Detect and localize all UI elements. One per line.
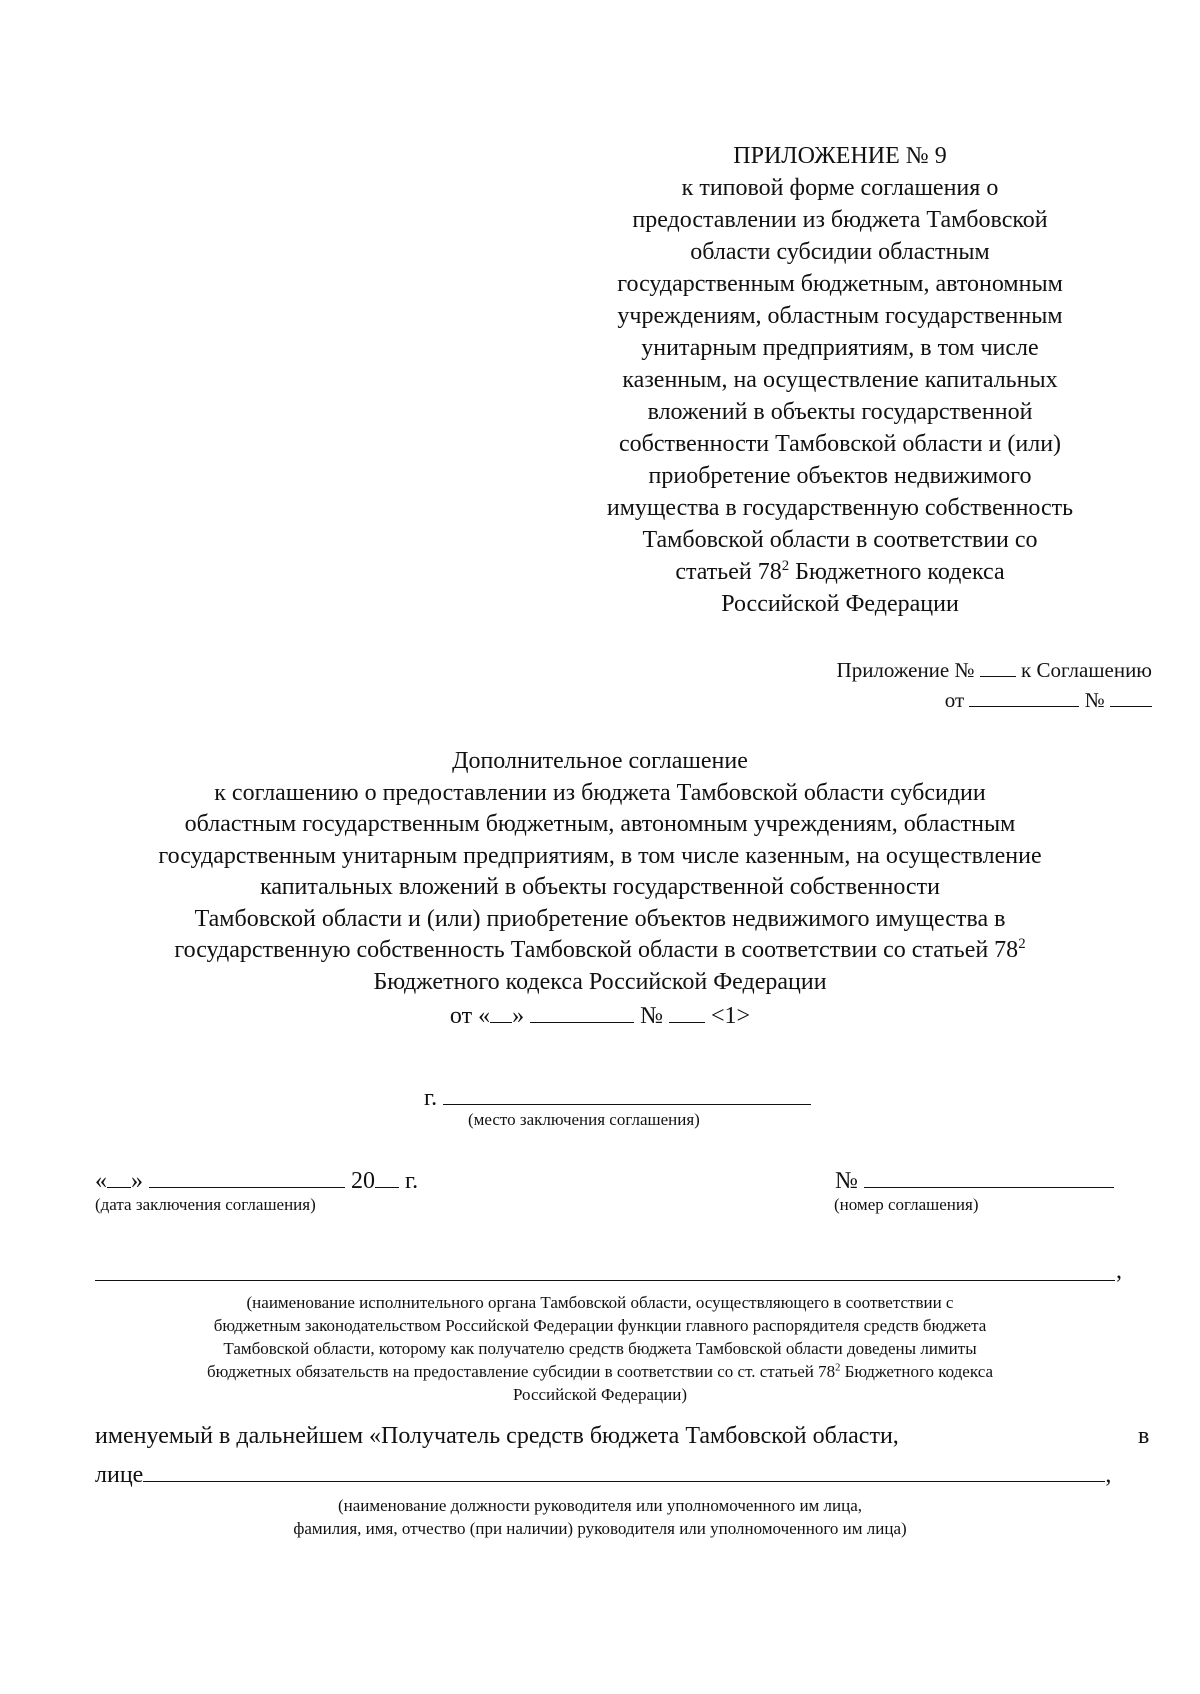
caption-line: (наименование исполнительного органа Тамбовской области, осуществляющего в соответствии с — [246, 1293, 954, 1312]
organization-caption — [60, 1291, 1140, 1406]
article-superscript: 2 — [781, 558, 790, 575]
date-close-quote: » — [131, 1168, 143, 1194]
agreement-number-input-line[interactable] — [864, 1163, 1114, 1188]
title-date-line — [40, 998, 1160, 1033]
article-prefix: статьей 78 — [675, 559, 782, 585]
footnote-marker: <1> — [711, 1003, 751, 1029]
day-input-line[interactable] — [107, 1163, 131, 1188]
appendix-line: Тамбовской области в соответствии со — [642, 527, 1038, 553]
year-input-line[interactable] — [375, 1163, 399, 1188]
appendix-line: государственным бюджетным, автономным — [617, 271, 1063, 297]
title-day-field[interactable] — [490, 998, 512, 1023]
recipient-text-end: в — [1138, 1423, 1150, 1449]
representative-prefix: лице — [95, 1462, 144, 1488]
title-line: государственным унитарным предприятиям, в том числе казенным, на осуществление — [158, 842, 1042, 869]
appendix-line: казенным, на осуществление капитальных — [622, 367, 1058, 393]
conclusion-date-field — [95, 1163, 418, 1195]
agreement-reference — [837, 655, 1152, 715]
title-line: Дополнительное соглашение — [452, 748, 748, 774]
article-suffix: Бюджетного кодекса — [789, 559, 1005, 585]
title-article-line — [40, 935, 1160, 967]
title-article-superscript: 2 — [1018, 936, 1026, 953]
city-prefix: г. — [424, 1085, 438, 1111]
title-number-field[interactable] — [669, 998, 705, 1023]
appendix-article-line — [570, 556, 1110, 588]
appendix-line: имущества в государственную собственность — [606, 495, 1074, 521]
title-month-field[interactable] — [530, 998, 634, 1023]
number-sign: № — [640, 1003, 663, 1029]
appendix-line: Российской Федерации — [721, 591, 959, 617]
representative-line — [95, 1457, 1111, 1489]
month-input-line[interactable] — [149, 1163, 345, 1188]
caption-article-superscript: 2 — [835, 1362, 841, 1374]
agreement-number-field — [835, 1163, 1114, 1195]
reference-label: Приложение № — [836, 658, 975, 682]
comma: , — [1105, 1462, 1112, 1488]
place-input-line[interactable] — [443, 1080, 811, 1105]
place-caption: (место заключения соглашения) — [468, 1110, 700, 1129]
appendix-line: предоставлении из бюджета Тамбовской — [632, 207, 1048, 233]
reference-label: от — [944, 688, 965, 712]
appendix-line: вложений в объекты государственной — [647, 399, 1033, 425]
reference-label: к Соглашению — [1021, 658, 1152, 682]
document-title — [40, 746, 1160, 1033]
caption-article-suffix: Бюджетного кодекса — [840, 1362, 993, 1381]
year-suffix: г. — [405, 1168, 419, 1194]
number-sign: № — [835, 1168, 858, 1194]
caption-line: бюджетным законодательством Российской Федерации функции главного распорядителя средств бюджета — [213, 1316, 987, 1335]
organization-input-line[interactable] — [95, 1262, 1115, 1281]
appendix-line: собственности Тамбовской области и (или) — [618, 431, 1062, 457]
date-close-quote: » — [512, 1003, 525, 1029]
place-field — [424, 1080, 811, 1112]
title-line: капитальных вложений в объекты государственной собственности — [260, 874, 940, 900]
representative-input-line[interactable] — [143, 1457, 1105, 1482]
date-caption: (дата заключения соглашения) — [95, 1195, 316, 1214]
caption-article-text: бюджетных обязательств на предоставление субсидии в соответствии со ст. статьей 78 — [207, 1362, 836, 1381]
caption-line: Тамбовской области, которому как получателю средств бюджета Тамбовской области доведены лимиты — [223, 1339, 977, 1358]
year-prefix: 20 — [351, 1168, 375, 1194]
date-open-quote: от « — [449, 1003, 491, 1029]
title-line: Тамбовской области и (или) приобретение объектов недвижимого имущества в — [194, 905, 1006, 932]
title-line: областным государственным бюджетным, автономным учреждениям, областным — [184, 811, 1016, 837]
appendix-line: унитарным предприятиям, в том числе — [641, 335, 1039, 361]
title-line: к соглашению о предоставлении из бюджета Тамбовской области субсидии — [214, 779, 986, 806]
title-line: Бюджетного кодекса Российской Федерации — [373, 968, 827, 995]
title-article-text: государственную собственность Тамбовской области в соответствии со статьей 78 — [174, 937, 1019, 963]
date-open-quote: « — [95, 1168, 107, 1194]
appendix-line: приобретение объектов недвижимого — [648, 463, 1032, 489]
appendix-line: к типовой форме соглашения о — [681, 175, 999, 201]
caption-line: фамилия, имя, отчество (при наличии) руководителя или уполномоченного им лица) — [293, 1519, 907, 1538]
appendix-line: области субсидии областным — [690, 239, 990, 265]
comma: , — [1116, 1258, 1122, 1284]
agreement-reference-line1 — [837, 655, 1152, 685]
agreement-reference-line2 — [837, 685, 1152, 715]
representative-caption — [60, 1494, 1140, 1540]
reference-label: № — [1084, 688, 1105, 712]
reference-number-field[interactable] — [1110, 685, 1152, 707]
appendix-header — [570, 140, 1110, 620]
caption-article-line — [60, 1360, 1140, 1383]
caption-line: Российской Федерации) — [513, 1385, 687, 1404]
recipient-text: именуемый в дальнейшем «Получатель средств бюджета Тамбовской области, — [95, 1423, 899, 1449]
appendix-number-field[interactable] — [980, 655, 1016, 677]
caption-line: (наименование должности руководителя или уполномоченного им лица, — [337, 1496, 863, 1515]
number-caption: (номер соглашения) — [834, 1195, 979, 1214]
reference-date-field[interactable] — [969, 685, 1079, 707]
appendix-line: учреждениям, областным государственным — [617, 303, 1063, 329]
appendix-title: ПРИЛОЖЕНИЕ № 9 — [733, 143, 947, 169]
